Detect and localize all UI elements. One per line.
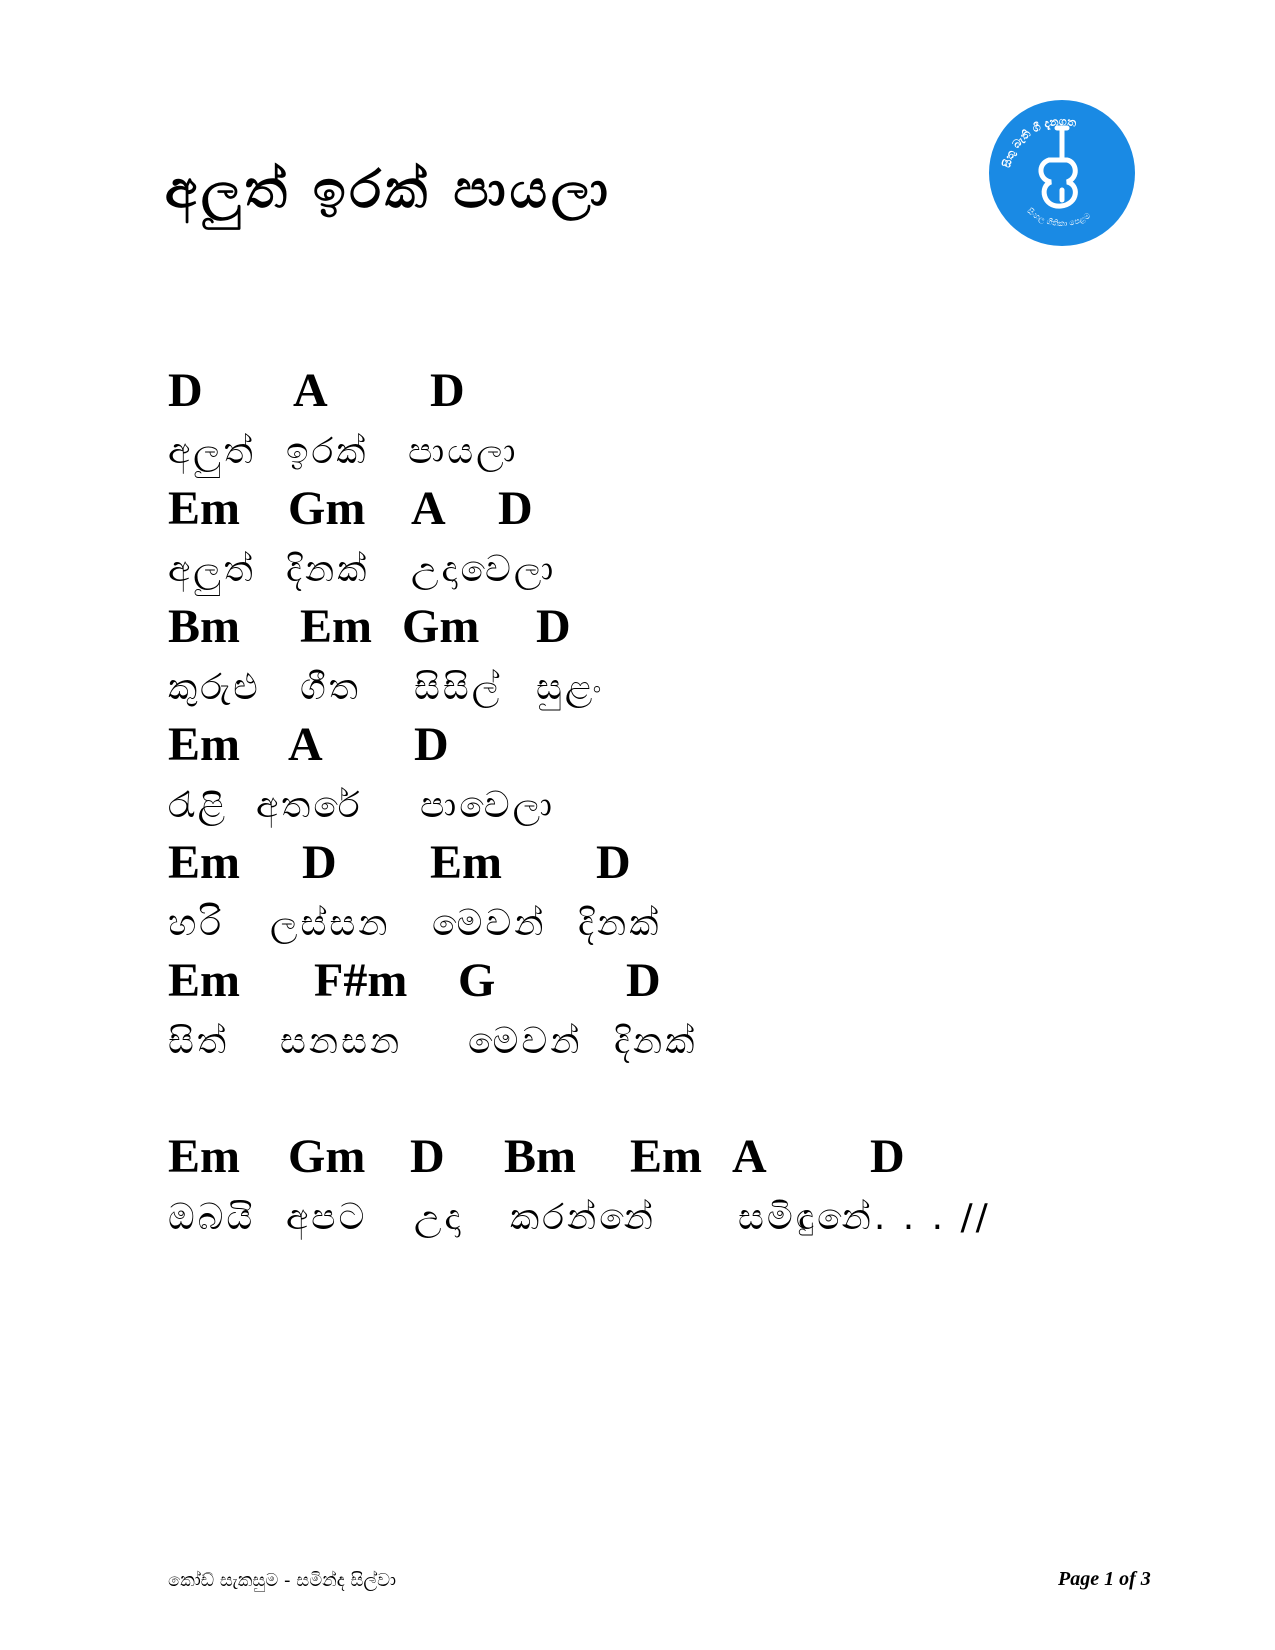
chord: Em <box>300 600 372 653</box>
chord: A <box>411 482 446 535</box>
chord: Gm <box>402 600 480 653</box>
lyric-word: අතරේ <box>256 785 363 826</box>
lyric-word: හරි <box>168 903 225 944</box>
footer-credit: කෝඩ් සැකසුම - සමින්ද සිල්වා <box>168 1570 397 1591</box>
page-number <box>1058 1568 1151 1591</box>
of-label: of <box>1119 1568 1136 1590</box>
lyric-word: සමිඳුනේ. . . // <box>738 1197 991 1238</box>
lyric-word: ඔබයි <box>168 1197 256 1238</box>
lyric-row <box>168 778 1168 837</box>
chord: D <box>626 954 661 1007</box>
lyric-word: මෙවන් <box>468 1021 583 1062</box>
logo-ring-text-top: සිතු බැති ගී දැනගත <box>1000 114 1078 169</box>
lyric-word: අලුත් <box>168 549 256 590</box>
chord: Em <box>168 836 240 889</box>
lyric-word: දිනක් <box>286 549 370 590</box>
chord: D <box>168 364 203 417</box>
lyric-word: රැළි <box>168 785 229 826</box>
chord: Em <box>630 1130 702 1183</box>
lyric-word: අලුත් <box>168 431 256 472</box>
lyric-word: පාවෙලා <box>420 785 555 826</box>
chord: D <box>414 718 449 771</box>
chord: Gm <box>288 482 366 535</box>
chord-row <box>168 1131 1168 1190</box>
lyric-word: සිත් <box>168 1021 230 1062</box>
song-title: අලුත් ඉරක් පායලා <box>165 160 612 220</box>
logo-guitar-emblem <box>987 98 1137 248</box>
lyric-word: සුළං <box>536 667 605 708</box>
lyric-word: ඉරක් <box>286 431 369 472</box>
chord: Em <box>168 482 240 535</box>
lyric-word: ගීත <box>300 667 361 708</box>
lyric-word: සනසන <box>280 1021 403 1062</box>
lyric-word: කුරුළු <box>168 667 261 708</box>
chord-sheet <box>168 365 1168 1249</box>
lyric-word: කරන්නේ <box>510 1197 656 1238</box>
lyric-word: උදාවෙලා <box>411 549 557 590</box>
chord-row <box>168 955 1168 1014</box>
lyric-row <box>168 1190 1168 1249</box>
lyric-word: අපට <box>286 1197 368 1238</box>
chord: D <box>302 836 337 889</box>
chord: Bm <box>168 600 240 653</box>
chord-row <box>168 365 1168 424</box>
lyric-row <box>168 424 1168 483</box>
page-current: 1 <box>1104 1568 1115 1590</box>
chord: A <box>293 364 328 417</box>
lyric-word: ලස්සන <box>270 903 391 944</box>
chord: D <box>596 836 631 889</box>
lyric-word: පායලා <box>408 431 519 472</box>
chord: D <box>870 1130 905 1183</box>
page-label: Page <box>1058 1568 1100 1590</box>
chord: Em <box>168 718 240 771</box>
chord: D <box>430 364 465 417</box>
chord: Bm <box>504 1130 576 1183</box>
chord-row <box>168 483 1168 542</box>
lyric-row <box>168 1014 1168 1073</box>
chord-row <box>168 837 1168 896</box>
chord: G <box>458 954 496 1007</box>
chord: D <box>410 1130 445 1183</box>
chord: A <box>732 1130 767 1183</box>
chord: D <box>536 600 571 653</box>
chord: Em <box>430 836 502 889</box>
chord: Em <box>168 954 240 1007</box>
lyric-row <box>168 896 1168 955</box>
lyric-word: උදා <box>414 1197 464 1238</box>
lyric-row <box>168 660 1168 719</box>
chord: F#m <box>314 954 408 1007</box>
chord: Gm <box>288 1130 366 1183</box>
page-total: 3 <box>1140 1568 1151 1590</box>
chord: A <box>288 718 323 771</box>
lyric-word: දිනක් <box>578 903 662 944</box>
chord: Em <box>168 1130 240 1183</box>
logo-ring-text-bottom: සිංහල ගීතිකා පෙළම <box>1025 206 1092 229</box>
lyric-row <box>168 542 1168 601</box>
chord-row <box>168 601 1168 660</box>
lyric-word: දිනක් <box>614 1021 698 1062</box>
lyric-word: සිසිල් <box>414 667 503 708</box>
lyric-word: මෙවන් <box>432 903 547 944</box>
chord: D <box>498 482 533 535</box>
chord-row <box>168 719 1168 778</box>
